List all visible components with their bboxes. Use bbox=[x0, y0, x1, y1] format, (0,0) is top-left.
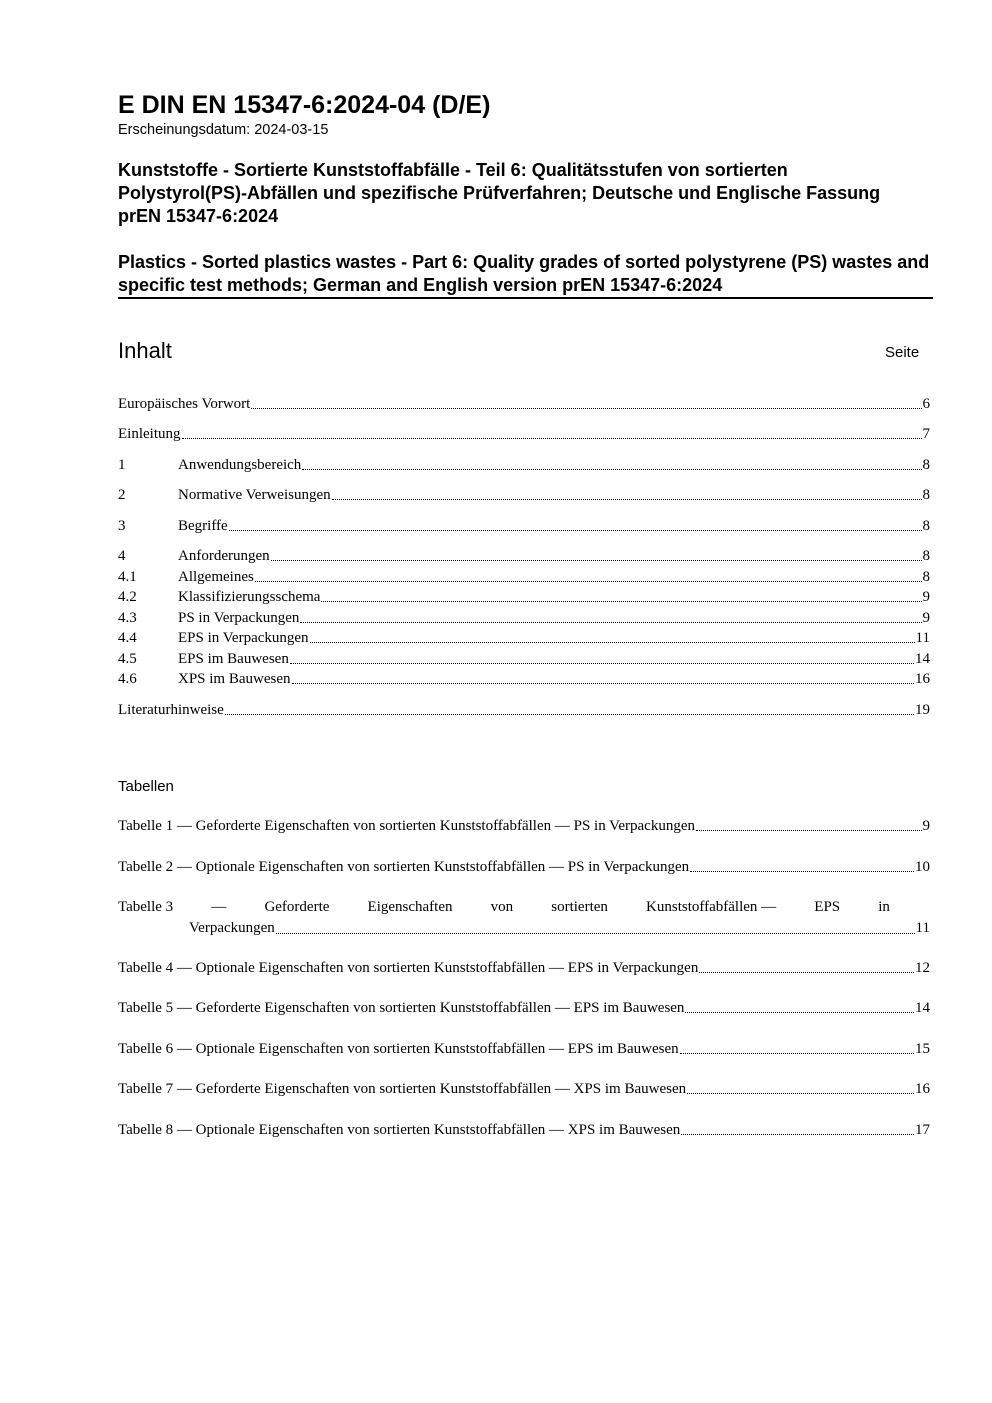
toc-entry[interactable] bbox=[118, 517, 930, 536]
leader-dots bbox=[310, 640, 915, 643]
toc-entry-page: 8 bbox=[922, 487, 930, 503]
table-entry-title: Tabelle 5 — Geforderte Eigenschaften von sortierten Kunststoffabfällen — EPS im Bauwesen bbox=[118, 1000, 685, 1016]
leader-dots bbox=[271, 558, 922, 561]
title-word: EPS bbox=[814, 899, 841, 915]
table-entry[interactable] bbox=[118, 817, 930, 836]
toc-entry-title: Allgemeines bbox=[178, 569, 254, 585]
toc-entry-page: 8 bbox=[922, 548, 930, 564]
leader-dots bbox=[680, 1051, 914, 1054]
toc-entry-page: 6 bbox=[922, 396, 930, 412]
toc-entry-number: 4 bbox=[118, 548, 126, 564]
leader-dots bbox=[255, 579, 922, 582]
leader-dots bbox=[699, 970, 914, 973]
leader-dots bbox=[225, 712, 914, 715]
table-entry[interactable] bbox=[118, 1080, 930, 1099]
leader-dots bbox=[687, 1091, 914, 1094]
leader-dots bbox=[321, 599, 921, 602]
toc-entry[interactable] bbox=[118, 609, 930, 628]
table-entry-page: 11 bbox=[915, 920, 930, 936]
toc-entry-title: Begriffe bbox=[178, 518, 228, 534]
table-entry-title-cont: Verpackungen bbox=[189, 920, 275, 936]
toc-entry-title: PS in Verpackungen bbox=[178, 610, 300, 626]
leader-dots bbox=[182, 436, 922, 439]
table-entry-title-line bbox=[118, 897, 890, 918]
toc-entry[interactable] bbox=[118, 650, 930, 669]
table-entry-page: 9 bbox=[922, 818, 930, 834]
table-entry[interactable] bbox=[118, 959, 930, 978]
table-entry-page: 14 bbox=[915, 1000, 930, 1016]
table-entry[interactable] bbox=[118, 897, 930, 939]
toc-entry-number: 4.1 bbox=[118, 569, 137, 585]
toc-entry-page: 11 bbox=[915, 630, 930, 646]
toc-entry-title: Klassifizierungsschema bbox=[178, 589, 321, 605]
table-entry-page: 16 bbox=[915, 1081, 930, 1097]
table-entry-title: Tabelle 2 — Optionale Eigenschaften von sortierten Kunststoffabfällen — PS in Verpackungen bbox=[118, 859, 690, 875]
leader-dots bbox=[332, 497, 922, 500]
leader-dots bbox=[685, 1010, 914, 1013]
toc-entry[interactable] bbox=[118, 486, 930, 505]
leader-dots bbox=[229, 528, 922, 531]
toc-entry-number: 4.4 bbox=[118, 630, 137, 646]
leader-dots bbox=[251, 406, 921, 409]
toc-entry-title: Anwendungsbereich bbox=[178, 457, 302, 473]
table-entry-title: Tabelle 7 — Geforderte Eigenschaften von sortierten Kunststoffabfällen — XPS im Bauwesen bbox=[118, 1081, 687, 1097]
toc-entry[interactable] bbox=[118, 701, 930, 720]
toc-entry-page: 14 bbox=[915, 651, 930, 667]
toc-entry-title: Europäisches Vorwort bbox=[118, 396, 251, 412]
table-entry-title: Tabelle 4 — Optionale Eigenschaften von sortierten Kunststoffabfällen — EPS in Verpackungen bbox=[118, 960, 699, 976]
toc-entry-number: 2 bbox=[118, 487, 126, 503]
table-entry[interactable] bbox=[118, 999, 930, 1018]
toc-entry[interactable] bbox=[118, 568, 930, 587]
toc-entry[interactable] bbox=[118, 395, 930, 414]
toc-entry-title: EPS im Bauwesen bbox=[178, 651, 289, 667]
title-word: Eigenschaften bbox=[367, 899, 453, 915]
table-entry-title: Tabelle 1 — Geforderte Eigenschaften von sortierten Kunststoffabfällen — PS in Verpackungen bbox=[118, 818, 695, 834]
title-word: — bbox=[211, 899, 227, 915]
toc-entry-title: XPS im Bauwesen bbox=[178, 671, 291, 687]
title-word: Geforderte bbox=[264, 899, 330, 915]
toc-entry-title: Einleitung bbox=[118, 426, 181, 442]
table-entry[interactable] bbox=[118, 1121, 930, 1140]
leader-dots bbox=[292, 681, 915, 684]
table-entry-page: 12 bbox=[915, 960, 930, 976]
toc-entry[interactable] bbox=[118, 456, 930, 475]
leader-dots bbox=[696, 828, 922, 831]
toc-entry-page: 8 bbox=[922, 569, 930, 585]
table-entry-continuation bbox=[118, 918, 930, 939]
leader-dots bbox=[276, 931, 915, 934]
table-entry[interactable] bbox=[118, 858, 930, 877]
toc-entry-title: Literaturhinweise bbox=[118, 702, 224, 718]
leader-dots bbox=[681, 1132, 914, 1135]
publication-date: Erscheinungsdatum: 2024-03-15 bbox=[118, 122, 329, 138]
table-entry-page: 10 bbox=[915, 859, 930, 875]
toc-entry-page: 8 bbox=[922, 457, 930, 473]
toc-heading: Inhalt bbox=[118, 338, 172, 363]
toc-entry-title: EPS in Verpackungen bbox=[178, 630, 309, 646]
toc-entry-page: 7 bbox=[922, 426, 930, 442]
toc-entry[interactable] bbox=[118, 547, 930, 566]
table-entry[interactable] bbox=[118, 1040, 930, 1059]
title-german: Kunststoffe - Sortierte Kunststoffabfälle - Teil 6: Qualitätsstufen von sortierten Polystyrol(PS)-Abfällen und spezifische Prüfverfahren; Deutsche und Englische Fassung prEN 15347-6:2024 bbox=[118, 160, 881, 226]
table-entry-page: 17 bbox=[915, 1122, 930, 1138]
title-word: von bbox=[490, 899, 514, 915]
toc-page-label: Seite bbox=[885, 344, 920, 361]
table-entry-title: Tabelle 6 — Optionale Eigenschaften von sortierten Kunststoffabfällen — EPS im Bauwesen bbox=[118, 1041, 679, 1057]
leader-dots bbox=[300, 620, 921, 623]
title-word: Tabelle 3 bbox=[118, 899, 174, 915]
toc-entry-number: 1 bbox=[118, 457, 126, 473]
toc-entry-page: 9 bbox=[922, 589, 930, 605]
toc-entry-number: 3 bbox=[118, 518, 126, 534]
toc-entry-title: Anforderungen bbox=[178, 548, 270, 564]
document-id: E DIN EN 15347-6:2024-04 (D/E) bbox=[118, 91, 491, 119]
leader-dots bbox=[690, 869, 914, 872]
toc-entry-page: 9 bbox=[922, 610, 930, 626]
toc-entry-number: 4.5 bbox=[118, 651, 137, 667]
leader-dots bbox=[290, 661, 914, 664]
title-english: Plastics - Sorted plastics wastes - Part 6: Quality grades of sorted polystyrene (PS) wastes and specific test methods; German and English version prEN 15347-6:2024 bbox=[118, 251, 933, 299]
toc-entry-page: 19 bbox=[915, 702, 930, 718]
title-word: in bbox=[878, 899, 890, 915]
tables-heading: Tabellen bbox=[118, 778, 174, 795]
leader-dots bbox=[302, 467, 921, 470]
toc-entry-number: 4.3 bbox=[118, 610, 137, 626]
title-word: sortierten bbox=[551, 899, 608, 915]
table-entry-page: 15 bbox=[915, 1041, 930, 1057]
toc-entry-title: Normative Verweisungen bbox=[178, 487, 331, 503]
title-word: Kunststoffabfällen — bbox=[646, 899, 777, 915]
toc-entry-page: 16 bbox=[915, 671, 930, 687]
table-entry-title: Tabelle 8 — Optionale Eigenschaften von sortierten Kunststoffabfällen — XPS im Bauwesen bbox=[118, 1122, 681, 1138]
toc-entry-number: 4.2 bbox=[118, 589, 137, 605]
toc-entry[interactable] bbox=[118, 629, 930, 648]
toc-entry-number: 4.6 bbox=[118, 671, 137, 687]
toc-entry[interactable] bbox=[118, 425, 930, 444]
toc-entry-page: 8 bbox=[922, 518, 930, 534]
toc-entry[interactable] bbox=[118, 670, 930, 689]
toc-entry[interactable] bbox=[118, 588, 930, 607]
